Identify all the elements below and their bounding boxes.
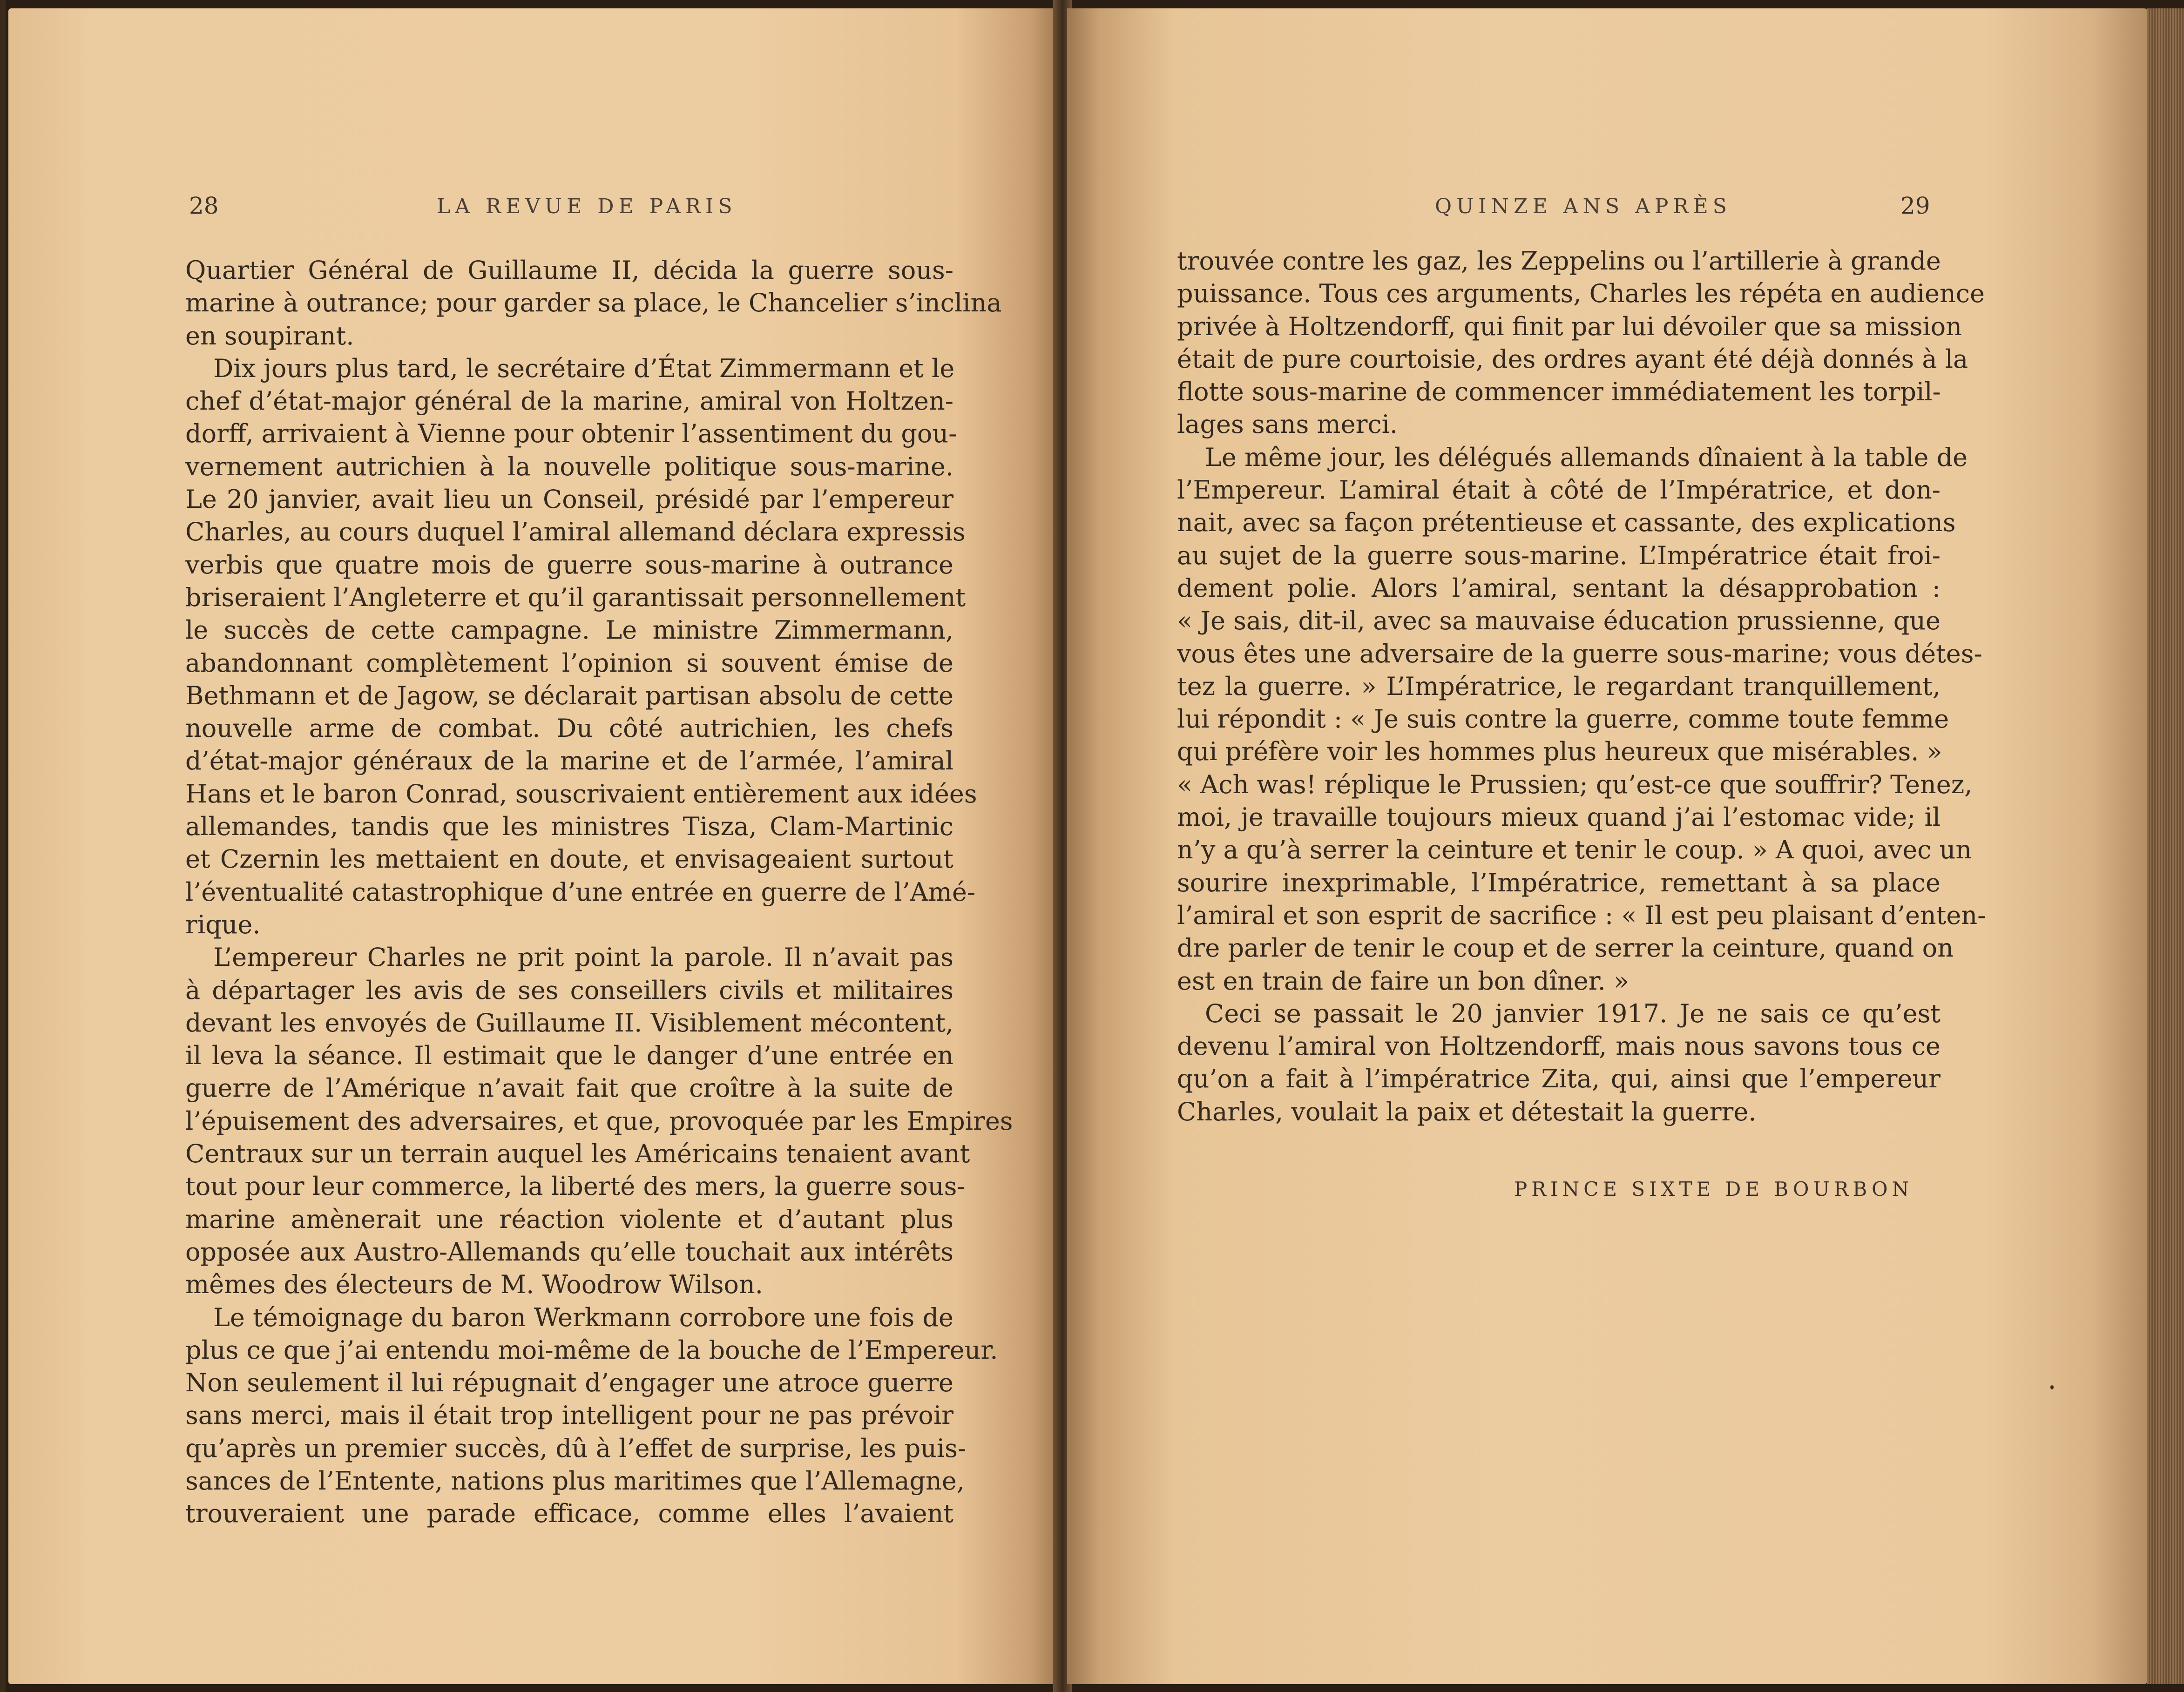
text-line: marine à outrance; pour garder sa place, le Chancelier s’inclina bbox=[185, 288, 1002, 318]
text-line: il leva la séance. Il estimait que le danger d’une entrée en bbox=[185, 1041, 953, 1071]
text-line: était de pure courtoisie, des ordres ayant été déjà donnés à la bbox=[1177, 344, 1968, 374]
text-line: tez la guerre. » L’Impératrice, le regardant tranquillement, bbox=[1177, 671, 1941, 701]
page-edges bbox=[2147, 8, 2184, 1684]
text-line: Dix jours plus tard, le secrétaire d’État Zimmermann et le bbox=[213, 353, 955, 383]
text-line: Charles, au cours duquel l’amiral allemand déclara expressis bbox=[185, 517, 966, 547]
text-line: au sujet de la guerre sous-marine. L’Impératrice était froi- bbox=[1177, 540, 1941, 570]
text-line: marine amènerait une réaction violente et d’autant plus bbox=[185, 1204, 953, 1234]
text-line: nait, avec sa façon prétentieuse et cassante, des explications bbox=[1177, 508, 1956, 538]
text-line: « Je sais, dit-il, avec sa mauvaise éducation prussienne, que bbox=[1177, 606, 1941, 636]
text-line: devant les envoyés de Guillaume II. Visiblement mécontent, bbox=[185, 1008, 953, 1038]
text-line: sans merci, mais il était trop intelligent pour ne pas prévoir bbox=[185, 1401, 953, 1430]
text-line: sances de l’Entente, nations plus maritimes que l’Allemagne, bbox=[185, 1466, 965, 1496]
text-line: l’épuisement des adversaires, et que, provoquée par les Empires bbox=[185, 1106, 1013, 1136]
text-line: Charles, voulait la paix et détestait la guerre. bbox=[1177, 1097, 1757, 1126]
text-line: nouvelle arme de combat. Du côté autrichien, les chefs bbox=[185, 714, 953, 743]
text-line: devenu l’amiral von Holtzendorff, mais nous savons tous ce bbox=[1177, 1031, 1941, 1061]
text-line: rique. bbox=[185, 910, 261, 939]
text-line: l’amiral et son esprit de sacrifice : « Il est peu plaisant d’enten- bbox=[1177, 900, 1986, 930]
text-line: puissance. Tous ces arguments, Charles les répéta en audience bbox=[1177, 279, 1985, 309]
text-line: trouveraient une parade efficace, comme elles l’avaient bbox=[185, 1499, 953, 1529]
text-line: opposée aux Austro-Allemands qu’elle touchait aux intérêts bbox=[185, 1237, 953, 1267]
text-line: plus ce que j’ai entendu moi-même de la bouche de l’Empereur. bbox=[185, 1335, 998, 1365]
running-head-right: QUINZE ANS APRÈS bbox=[1435, 195, 1731, 218]
text-line: et Czernin les mettaient en doute, et envisageaient surtout bbox=[185, 844, 953, 874]
text-line: n’y a qu’à serrer la ceinture et tenir le coup. » A quoi, avec un bbox=[1177, 835, 1972, 865]
page-number-left: 28 bbox=[189, 192, 219, 219]
text-line: d’état-major généraux de la marine et de l’armée, l’amiral bbox=[185, 746, 953, 776]
text-line: guerre de l’Amérique n’avait fait que croître à la suite de bbox=[185, 1073, 953, 1103]
text-line: privée à Holtzendorff, qui finit par lui dévoiler que sa mission bbox=[1177, 311, 1962, 341]
text-line: qu’on a fait à l’impératrice Zita, qui, ainsi que l’empereur bbox=[1177, 1064, 1941, 1094]
left-page-text bbox=[185, 254, 1013, 1530]
text-line: lui répondit : « Je suis contre la guerre, comme toute femme bbox=[1177, 704, 1949, 734]
text-line: trouvée contre les gaz, les Zeppelins ou l’artillerie à grande bbox=[1177, 246, 1941, 276]
text-line: Quartier Général de Guillaume II, décida la guerre sous- bbox=[185, 256, 953, 285]
text-line: chef d’état-major général de la marine, amiral von Holtzen- bbox=[185, 386, 953, 416]
text-line: sourire inexprimable, l’Impératrice, remettant à sa place bbox=[1177, 868, 1941, 897]
text-line: l’Empereur. L’amiral était à côté de l’Impératrice, et don- bbox=[1177, 475, 1941, 505]
text-line: le succès de cette campagne. Le ministre Zimmermann, bbox=[185, 615, 953, 645]
text-line: allemandes, tandis que les ministres Tisza, Clam-Martinic bbox=[185, 812, 953, 842]
text-line: flotte sous-marine de commencer immédiatement les torpil- bbox=[1177, 377, 1941, 407]
text-line: dement polie. Alors l’amiral, sentant la désapprobation : bbox=[1177, 573, 1941, 603]
text-line: « Ach was! réplique le Prussien; qu’est-ce que souffrir? Tenez, bbox=[1177, 769, 1973, 799]
text-line: Bethmann et de Jagow, se déclarait partisan absolu de cette bbox=[185, 681, 953, 710]
signature: PRINCE SIXTE DE BOURBON bbox=[1514, 1178, 1914, 1200]
text-line: qui préfère voir les hommes plus heureux que misérables. » bbox=[1177, 737, 1942, 767]
text-line: Centraux sur un terrain auquel les Américains tenaient avant bbox=[185, 1139, 970, 1169]
left-page bbox=[8, 8, 1062, 1684]
text-line: Hans et le baron Conrad, souscrivaient entièrement aux idées bbox=[185, 779, 977, 809]
text-line: l’éventualité catastrophique d’une entrée en guerre de l’Amé- bbox=[185, 877, 976, 907]
running-head-left: LA REVUE DE PARIS bbox=[437, 195, 737, 218]
text-line: Le même jour, les délégués allemands dînaient à la table de bbox=[1205, 442, 1968, 472]
text-line: L’empereur Charles ne prit point la parole. Il n’avait pas bbox=[213, 943, 953, 972]
text-line: lages sans merci. bbox=[1177, 410, 1398, 439]
text-line: tout pour leur commerce, la liberté des mers, la guerre sous- bbox=[185, 1172, 966, 1201]
text-line: abandonnant complètement l’opinion si souvent émise de bbox=[185, 648, 953, 678]
text-line: est en train de faire un bon dîner. » bbox=[1177, 966, 1629, 996]
right-page-text bbox=[1177, 245, 1986, 1128]
right-page bbox=[1067, 8, 2147, 1684]
page-number-right: 29 bbox=[1900, 192, 1930, 219]
text-line: Ceci se passait le 20 janvier 1917. Je ne sais ce qu’est bbox=[1205, 998, 1941, 1028]
ink-speck bbox=[2050, 1385, 2054, 1389]
text-line: Le 20 janvier, avait lieu un Conseil, présidé par l’empereur bbox=[185, 485, 953, 514]
text-line: Le témoignage du baron Werkmann corrobore une fois de bbox=[213, 1302, 953, 1332]
text-line: moi, je travaille toujours mieux quand j’ai l’estomac vide; il bbox=[1177, 802, 1941, 832]
text-line: briseraient l’Angleterre et qu’il garantissait personnellement bbox=[185, 582, 966, 612]
text-line: dre parler de tenir le coup et de serrer la ceinture, quand on bbox=[1177, 933, 1954, 963]
text-line: mêmes des électeurs de M. Woodrow Wilson. bbox=[185, 1270, 763, 1300]
text-line: qu’après un premier succès, dû à l’effet de surprise, les puis- bbox=[185, 1433, 967, 1463]
text-line: à départager les avis de ses conseillers civils et militaires bbox=[185, 975, 953, 1005]
text-line: en soupirant. bbox=[185, 321, 354, 351]
text-line: verbis que quatre mois de guerre sous-marine à outrance bbox=[185, 550, 953, 580]
text-line: vous êtes une adversaire de la guerre sous-marine; vous détes- bbox=[1177, 639, 1982, 668]
text-line: vernement autrichien à la nouvelle politique sous-marine. bbox=[185, 452, 953, 481]
text-line: dorff, arrivaient à Vienne pour obtenir l’assentiment du gou- bbox=[185, 419, 957, 449]
text-line: Non seulement il lui répugnait d’engager une atroce guerre bbox=[185, 1368, 953, 1398]
